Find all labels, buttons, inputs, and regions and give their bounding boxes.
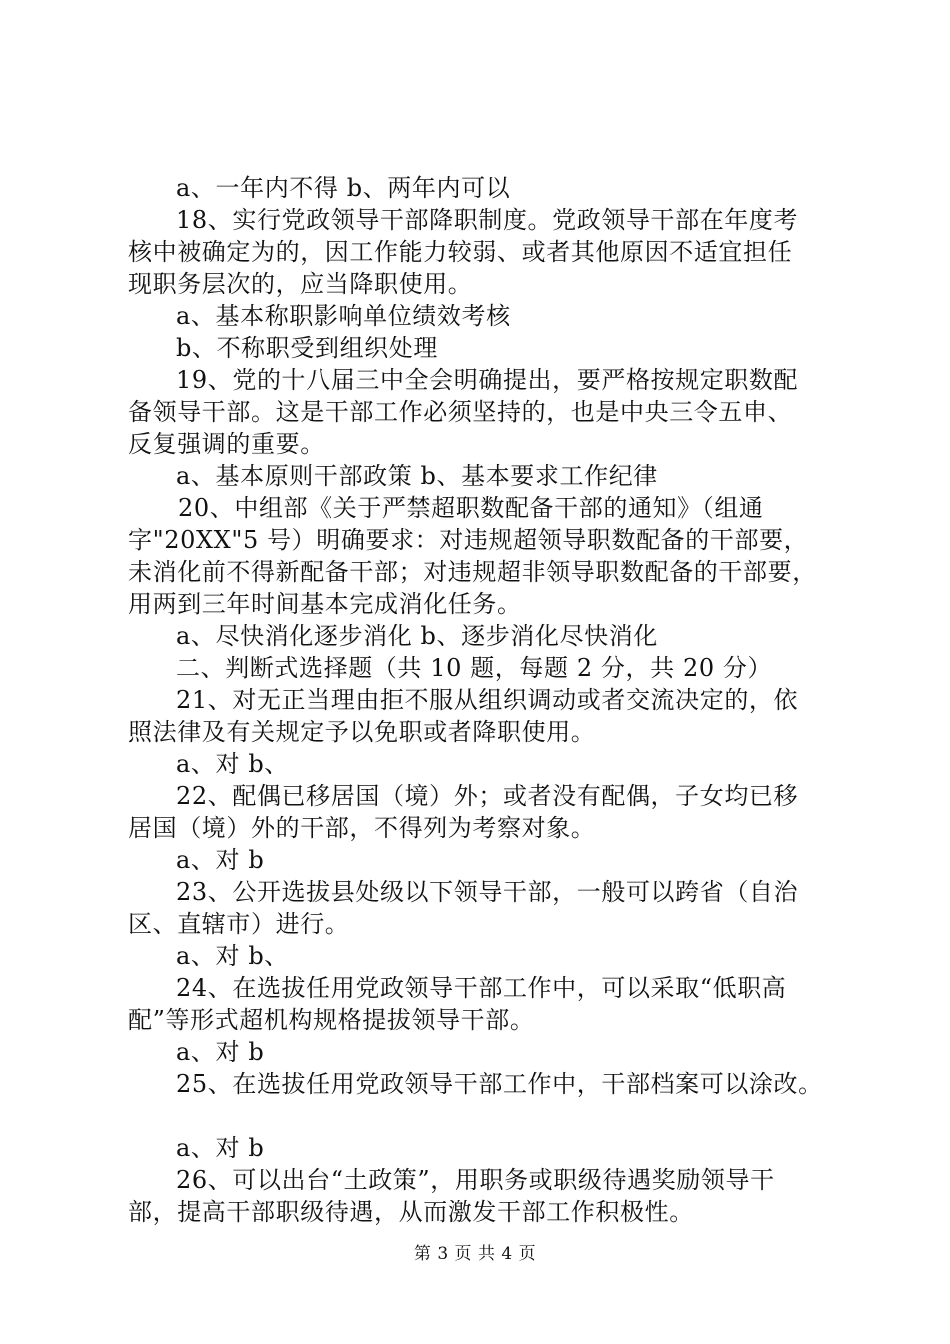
question-25-line-1: 25、在选拔任用党政领导干部工作中，干部档案可以涂改。 — [176, 1070, 823, 1098]
question-19-line-3: 反复强调的重要。 — [128, 430, 325, 458]
question-26-line-1: 26、可以出台“土政策”，用职务或职级待遇奖励领导干 — [176, 1166, 775, 1194]
question-20-line-4: 用两到三年时间基本完成消化任务。 — [128, 590, 522, 618]
question-23-line-1: 23、公开选拔县处级以下领导干部，一般可以跨省（自治 — [176, 878, 799, 906]
page-number-footer: 第 3 页 共 4 页 — [413, 1244, 537, 1264]
question-22-line-2: 居国（境）外的干部，不得列为考察对象。 — [128, 814, 596, 842]
option-line: a、一年内不得 b、两年内可以 — [176, 174, 511, 202]
paragraph-gap — [128, 1100, 848, 1132]
question-23-line-2: 区、直辖市）进行。 — [128, 910, 350, 938]
document-body — [128, 172, 848, 1228]
section-heading: 二、判断式选择题（共 10 题，每题 2 分，共 20 分） — [176, 654, 773, 682]
question-20-line-1: 20、中组部《关于严禁超职数配备干部的通知》（组通 — [178, 494, 764, 522]
question-20-line-3: 未消化前不得新配备干部；对违规超非领导职数配备的干部要， — [128, 558, 817, 586]
question-24-line-1: 24、在选拔任用党政领导干部工作中，可以采取“低职高 — [176, 974, 787, 1002]
question-22-line-1: 22、配偶已移居国（境）外；或者没有配偶，子女均已移 — [176, 782, 799, 810]
question-18-line-2: 核中被确定为的，因工作能力较弱、或者其他原因不适宜担任 — [128, 238, 793, 266]
option-line: b、不称职受到组织处理 — [176, 334, 438, 362]
option-line: a、尽快消化逐步消化 b、逐步消化尽快消化 — [176, 622, 658, 650]
option-line: a、对 b — [176, 1038, 265, 1066]
option-line: a、对 b — [176, 846, 265, 874]
option-line: a、基本原则干部政策 b、基本要求工作纪律 — [176, 462, 658, 490]
question-24-line-2: 配”等形式超机构规格提拔领导干部。 — [128, 1006, 535, 1034]
question-18-line-1: 18、实行党政领导干部降职制度。党政领导干部在年度考 — [176, 206, 799, 234]
question-26-line-2: 部，提高干部职级待遇，从而激发干部工作积极性。 — [128, 1198, 694, 1226]
option-line: a、对 b、 — [176, 750, 289, 778]
question-21-line-2: 照法律及有关规定予以免职或者降职使用。 — [128, 718, 596, 746]
question-19-line-1: 19、党的十八届三中全会明确提出，要严格按规定职数配 — [176, 366, 799, 394]
question-20-line-2: 字"20XX"5 号）明确要求：对违规超领导职数配备的干部要， — [128, 526, 809, 554]
option-line: a、对 b — [176, 1134, 265, 1162]
question-18-line-3: 现职务层次的，应当降职使用。 — [128, 270, 473, 298]
option-line: a、基本称职影响单位绩效考核 — [176, 302, 511, 330]
question-19-line-2: 备领导干部。这是干部工作必须坚持的，也是中央三令五申、 — [128, 398, 793, 426]
question-21-line-1: 21、对无正当理由拒不服从组织调动或者交流决定的，依 — [176, 686, 799, 714]
option-line: a、对 b、 — [176, 942, 289, 970]
